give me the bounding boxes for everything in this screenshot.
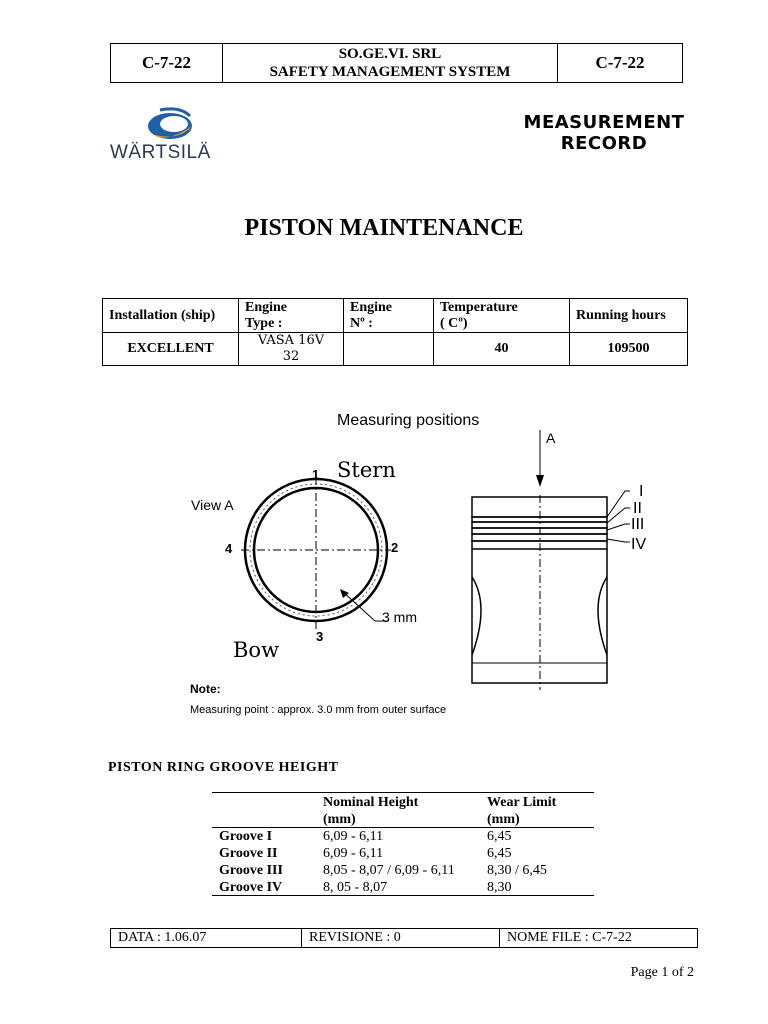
temperature-header-l1: Temperature: [440, 299, 518, 315]
groove-name: Groove III: [219, 863, 283, 878]
groove-i-label: I: [639, 483, 644, 500]
groove-nominal: 8, 05 - 8,07: [323, 880, 388, 895]
arrow-a-label: A: [546, 430, 556, 446]
page-title: PISTON MAINTENANCE: [244, 215, 524, 241]
position-2-label: 2: [391, 540, 399, 555]
view-a-label: View A: [191, 497, 234, 513]
groove-name: Groove IV: [219, 880, 283, 895]
engine-type-header: [239, 299, 344, 333]
position-4-label: 4: [225, 541, 233, 556]
measuring-positions-diagram: [185, 405, 660, 720]
bow-label: Bow: [233, 638, 280, 662]
groove-nominal: 8,05 - 8,07 / 6,09 - 6,11: [323, 863, 455, 878]
groove-table-header: [212, 792, 594, 828]
engine-no-header-l1: Engine: [350, 299, 393, 315]
engine-no-value: [344, 333, 434, 366]
temperature-header-l2: ( Cº): [440, 315, 468, 331]
groove-wear: 8,30: [487, 880, 512, 895]
footer-file-name: NOME FILE : C-7-22: [507, 930, 632, 945]
doc-code-right: C-7-22: [595, 53, 645, 72]
temperature-value: 40: [434, 333, 570, 366]
engine-type-header-l1: Engine: [245, 299, 288, 315]
groove-wear: 6,45: [487, 846, 512, 861]
nominal-height-header-l2: (mm): [323, 812, 356, 827]
position-1-label: 1: [312, 467, 320, 482]
groove-wear: 8,30 / 6,45: [487, 863, 547, 878]
engine-type-header-l2: Type :: [245, 315, 283, 331]
dimension-label: 3 mm: [382, 609, 417, 625]
engine-no-header-l2: Nº :: [350, 315, 373, 331]
temperature-header: [434, 299, 570, 333]
note-text: Measuring point : approx. 3.0 mm from outer surface: [190, 704, 447, 716]
position-3-label: 3: [316, 629, 324, 644]
engine-no-header: [344, 299, 434, 333]
engine-type-value: [239, 333, 344, 366]
groove-name: Groove II: [219, 846, 278, 861]
footer-date: DATA : 1.06.07: [111, 929, 302, 947]
groove-name: Groove I: [219, 829, 273, 844]
document-header: [110, 43, 683, 83]
table-row: [212, 845, 594, 862]
table-row: [212, 862, 594, 879]
running-hours-value: 109500: [570, 333, 688, 366]
info-header-row: [103, 299, 688, 333]
document-footer: [110, 928, 698, 948]
doc-code-left: C-7-22: [111, 44, 223, 82]
logo-text: WÄRTSILÄ: [110, 142, 211, 163]
groove-col-name-header: [212, 794, 323, 827]
company-block: [223, 44, 558, 82]
diagram-title: Measuring positions: [337, 412, 480, 429]
footer-revision: REVISIONE : 0: [302, 929, 500, 947]
running-hours-header: Running hours: [570, 299, 688, 333]
record-title: [510, 112, 698, 154]
groove-iv-label: IV: [631, 536, 647, 553]
groove-wear: 6,45: [487, 829, 512, 844]
groove-iii-label: III: [631, 516, 645, 533]
record-title-line2: RECORD: [560, 133, 648, 154]
engine-type-value-l1: VASA 16V: [257, 333, 325, 348]
system-name: SAFETY MANAGEMENT SYSTEM: [269, 64, 511, 80]
installation-header: Installation (ship): [103, 299, 239, 333]
company-name: SO.GE.VI. SRL: [338, 46, 442, 62]
groove-ii-label: II: [633, 500, 642, 517]
table-row: [212, 879, 594, 896]
table-row: [212, 828, 594, 845]
groove-nominal: 6,09 - 6,11: [323, 846, 384, 861]
piston-side-view: [472, 430, 630, 690]
wear-limit-header-l2: (mm): [487, 812, 520, 827]
ring-view: [241, 477, 391, 630]
groove-nominal: 6,09 - 6,11: [323, 829, 384, 844]
stern-label: Stern: [337, 458, 396, 482]
wear-limit-header-l1: Wear Limit: [487, 795, 557, 810]
nominal-height-header: [323, 794, 487, 827]
nominal-height-header-l1: Nominal Height: [323, 795, 419, 810]
page-number: Page 1 of 2: [630, 965, 694, 980]
info-table: [102, 298, 688, 366]
installation-value: EXCELLENT: [103, 333, 239, 366]
engine-type-value-l2: 32: [282, 349, 300, 364]
note-title: Note:: [190, 682, 221, 696]
record-title-line1: MEASUREMENT: [523, 112, 685, 133]
info-value-row: [103, 333, 688, 366]
wear-limit-header: [487, 794, 594, 827]
groove-section-title: PISTON RING GROOVE HEIGHT: [108, 760, 339, 775]
groove-table: [212, 792, 594, 896]
